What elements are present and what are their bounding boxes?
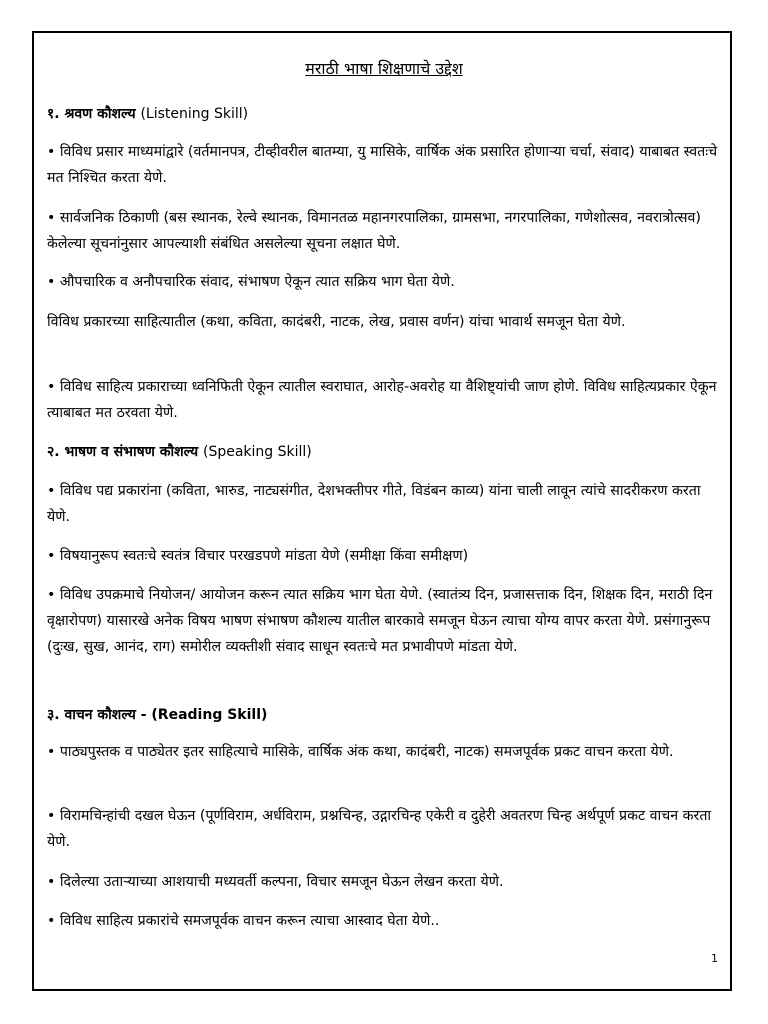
paragraph: • विविध साहित्य प्रकारांचे समजपूर्वक वाचन करून त्याचा आस्वाद घेता येणे.. <box>47 913 440 929</box>
section-heading-english: (Listening Skill) <box>140 106 249 122</box>
section-heading-speaking <box>47 442 312 461</box>
paragraph: विविध प्रकारच्या साहित्यातील (कथा, कविता, कादंबरी, नाटक, लेख, प्रवास वर्णन) यांचा भावार्थ समजून घेता येणे. <box>47 314 626 330</box>
section-heading-text: १. श्रवण कौशल्य <box>47 106 136 122</box>
section-heading-english: (Speaking Skill) <box>203 444 312 460</box>
document-title: मराठी भाषा शिक्षणाचे उद्देश <box>305 59 463 78</box>
paragraph: • सार्वजनिक ठिकाणी (बस स्थानक, रेल्वे स्थानक, विमानतळ महानगरपालिका, ग्रामसभा, नगरपालिका, गणेशोत्सव, नवरात्रोत्सव) केलेल्या सूचनांनुसार आपल्याशी संबंधित असलेल्या सूचना लक्षात घेणे. <box>47 210 701 252</box>
section-heading-text: २. भाषण व संभाषण कौशल्य <box>47 444 199 460</box>
section-heading-reading <box>47 705 267 724</box>
paragraph: • विविध पद्य प्रकारांना (कविता, भारुड, नाट्यसंगीत, देशभक्तीपर गीते, विडंबन काव्य) यांना चाली लावून त्यांचे सादरीकरण करता येणे. <box>47 483 701 525</box>
page-number: 1 <box>711 952 718 965</box>
paragraph: • दिलेल्या उताऱ्याच्या आशयाची मध्यवर्ती कल्पना, विचार समजून घेऊन लेखन करता येणे. <box>47 874 504 890</box>
section-heading-listening <box>47 104 248 123</box>
paragraph: • विविध प्रसार माध्यमांद्वारे (वर्तमानपत्र, टीव्हीवरील बातम्या, यु मासिके, वार्षिक अंक प्रसारित होणाऱ्या चर्चा, संवाद) याबाबत स्वतःचे मत निश्चित करता येणे. <box>47 144 718 186</box>
section-heading-english: (Reading Skill) <box>151 707 268 723</box>
section-heading-text: ३. वाचन कौशल्य - <box>47 707 147 723</box>
paragraph: • पाठ्यपुस्तक व पाठ्येतर इतर साहित्याचे मासिके, वार्षिक अंक कथा, कादंबरी, नाटक) समजपूर्वक प्रकट वाचन करता येणे. <box>47 744 674 760</box>
paragraph: • औपचारिक व अनौपचारिक संवाद, संभाषण ऐकून त्यात सक्रिय भाग घेता येणे. <box>47 274 455 290</box>
paragraph: • विविध साहित्य प्रकाराच्या ध्वनिफिती ऐकून त्यातील स्वराघात, आरोह-अवरोह या वैशिष्ट्यांची जाण होणे. विविध साहित्यप्रकार ऐकून त्याबाबत मत ठरवता येणे. <box>47 379 717 421</box>
paragraph: • विषयानुरूप स्वतःचे स्वतंत्र विचार परखडपणे मांडता येणे (समीक्षा किंवा समीक्षण) <box>47 548 469 564</box>
paragraph: • विरामचिन्हांची दखल घेऊन (पूर्णविराम, अर्धविराम, प्रश्नचिन्ह, उद्गारचिन्ह एकेरी व दुहेरी अवतरण चिन्ह अर्थपूर्ण प्रकट वाचन करता येणे. <box>47 808 712 850</box>
paragraph: • विविध उपक्रमाचे नियोजन/ आयोजन करून त्यात सक्रिय भाग घेता येणे. (स्वातंत्र्य दिन, प्रजासत्ताक दिन, शिक्षक दिन, मराठी दिन वृक्षारोपण) यासारखे अनेक विषय भाषण संभाषण कौशल्य यातील बारकावे समजून घेऊन त्याचा योग्य वापर करता येणे. प्रसंगानुरूप (दुःख, सुख, आनंद, राग) समोरील व्यक्तीशी संवाद साधून स्वतःचे मत प्रभावीपणे मांडता येणे. <box>47 587 713 655</box>
